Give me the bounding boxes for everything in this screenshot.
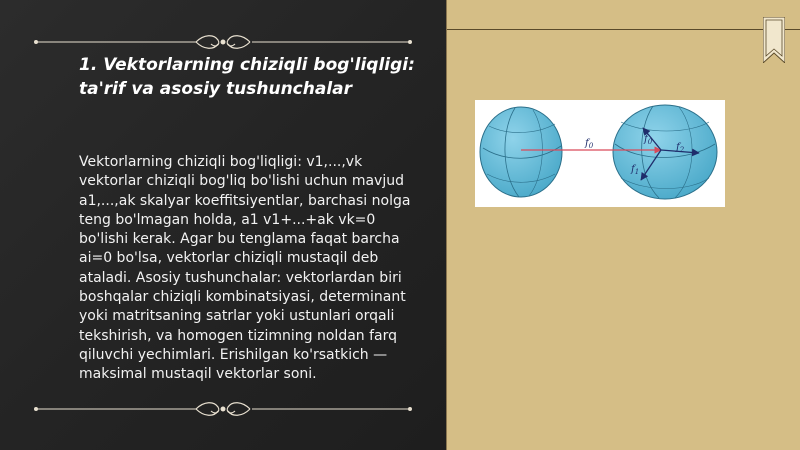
label-f2: $f_2$ xyxy=(676,142,685,154)
vector-spheres-figure xyxy=(475,100,725,207)
slide-title: 1. Vektorlarning chiziqli bog'liqligi: ta'rif va asosiy tushunchalar xyxy=(79,55,415,99)
flourish-divider-icon xyxy=(0,398,446,420)
top-rule xyxy=(446,29,800,30)
right-sphere xyxy=(613,105,717,199)
spheres-illustration xyxy=(475,100,725,207)
flourish-divider-icon xyxy=(0,31,446,53)
label-f0-left: $f_0$ xyxy=(585,138,594,150)
left-sphere xyxy=(480,107,562,197)
right-panel xyxy=(446,0,800,450)
panel-divider xyxy=(446,0,447,450)
bookmark-ribbon-icon xyxy=(763,17,785,63)
label-f1: $f_1$ xyxy=(631,164,640,176)
slide-body-text: Vektorlarning chiziqli bog'liqligi: v1,...,vk vektorlar chiziqli bog'liq bo'lishi uchun mavjud a1,...,ak skalyar koeffitsiyentlar, barchasi nolga teng bo'lmagan holda, a1 v1+...+ak vk=0 bo'lishi kerak. Agar bu tenglama faqat barcha ai=0 bo'lsa, vektorlar chiziqli mustaqil deb ataladi. Asosiy tushunchalar: vektorlardan biri boshqalar chiziqli kombinatsiyasi, determinant yoki matritsaning satrlar yoki ustunlari orqali tekshirish, va homogen tizimning noldan farq qiluvchi yechimlari. Erishilgan ko'rsatkich — maksimal mustaqil vektorlar soni. xyxy=(79,154,411,383)
label-f0-right: $f_0$ xyxy=(644,134,653,146)
